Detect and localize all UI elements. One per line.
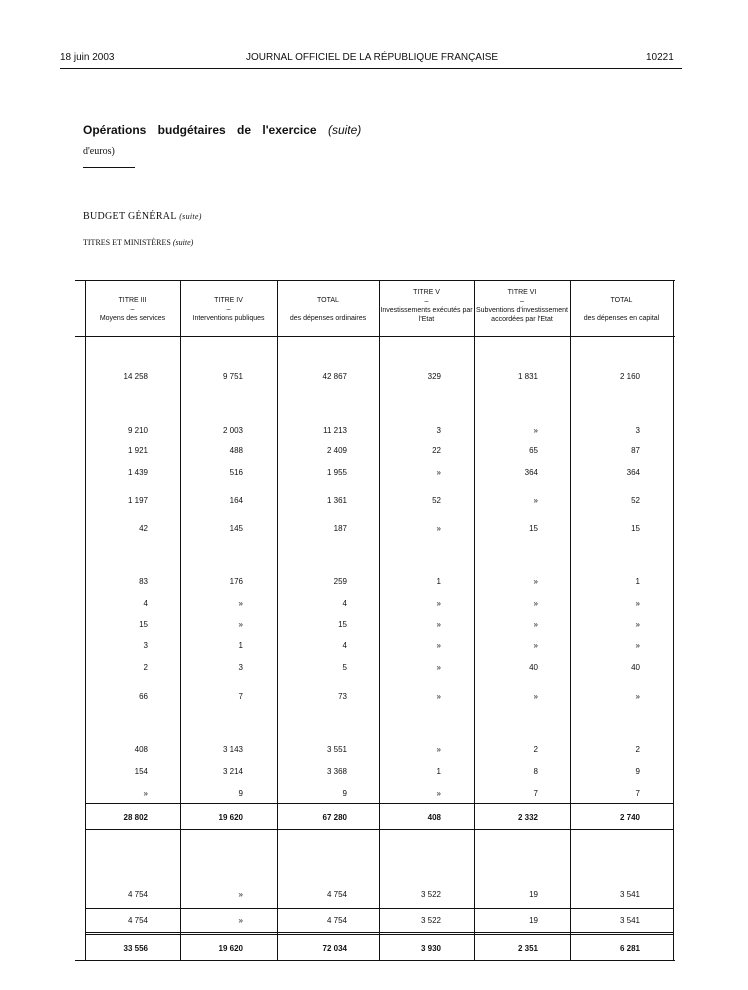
table-cell: 3 522 [420, 890, 441, 899]
table-cell: » [533, 577, 538, 586]
header-bottom-rule [75, 336, 675, 337]
column-header [277, 296, 379, 323]
table-bottom-rule [75, 960, 675, 961]
table-cell: 8 [533, 767, 538, 776]
table-cell: 9 [238, 789, 243, 798]
table-cell: 6 281 [619, 944, 640, 953]
table-cell: 2 [143, 663, 148, 672]
table-cell: 3 [238, 663, 243, 672]
table-cell: 1 [238, 641, 243, 650]
section-title-main: Opérations budgétaires de l'exercice [83, 123, 317, 137]
table-cell: 1 831 [517, 372, 538, 381]
table-cell: 15 [529, 524, 538, 533]
table-cell: » [436, 620, 441, 629]
header-page-number: 10221 [646, 52, 674, 63]
table-cell: » [238, 916, 243, 925]
budget-label-main: BUDGET GÉNÉRAL [83, 211, 177, 222]
table-cell: 1 361 [326, 496, 347, 505]
table-cell: 42 [139, 524, 148, 533]
table-cell: 14 258 [123, 372, 148, 381]
table-cell: » [436, 468, 441, 477]
table-cell: 67 280 [322, 813, 347, 822]
table-cell: 176 [229, 577, 243, 586]
table-cell: » [635, 641, 640, 650]
table-cell: » [238, 599, 243, 608]
table-cell: » [436, 599, 441, 608]
table-cell: 3 930 [420, 944, 441, 953]
section-title-suffix: (suite) [327, 123, 362, 137]
table-cell: 9 210 [127, 426, 148, 435]
table-cell: » [635, 692, 640, 701]
unit-label: d'euros) [83, 146, 115, 157]
table-cell: » [533, 692, 538, 701]
table-cell: » [533, 620, 538, 629]
table-cell: 72 034 [322, 944, 347, 953]
table-cell: 4 [143, 599, 148, 608]
column-header-line3: Interventions publiques [192, 315, 265, 322]
column-header-line2 [277, 305, 379, 314]
table-cell: » [533, 426, 538, 435]
table-cell: 40 [529, 663, 538, 672]
table-cell: 40 [631, 663, 640, 672]
table-cell: 1 921 [127, 446, 148, 455]
table-cell: 15 [631, 524, 640, 533]
table-cell: 19 620 [218, 944, 243, 953]
column-header-line2 [570, 305, 673, 314]
table-cell: 3 [143, 641, 148, 650]
table-cell: 73 [338, 692, 347, 701]
table-cell: 329 [427, 372, 441, 381]
column-header-line1: TOTAL [317, 297, 339, 304]
table-top-rule [75, 280, 675, 281]
budget-label-suffix: (suite) [179, 212, 202, 221]
table-cell: 42 867 [322, 372, 347, 381]
column-header-line3: Subventions d'investissement accordées par l'Etat [476, 307, 568, 323]
table-cell: 9 [342, 789, 347, 798]
budget-label [83, 211, 202, 222]
table-cell: 3 [436, 426, 441, 435]
table-cell: 516 [229, 468, 243, 477]
table-cell: 4 754 [127, 916, 148, 925]
column-header-line2: – [226, 306, 231, 313]
table-cell: 3 [635, 426, 640, 435]
column-divider [379, 280, 380, 960]
table-cell: » [238, 890, 243, 899]
column-header-line2: – [424, 298, 429, 305]
column-divider [570, 280, 571, 960]
table-cell: 33 556 [123, 944, 148, 953]
table-cell: 3 143 [222, 745, 243, 754]
table-cell: 11 213 [323, 426, 347, 435]
table-cell: 3 368 [326, 767, 347, 776]
column-divider [85, 280, 86, 960]
column-header-line3: Investissements exécutés par l'Etat [380, 307, 473, 323]
table-cell: » [436, 745, 441, 754]
column-header [474, 288, 570, 324]
table-cell: 52 [631, 496, 640, 505]
column-header-line2: – [520, 298, 524, 305]
column-divider [474, 280, 475, 960]
table-cell: 19 620 [218, 813, 243, 822]
table-cell: 83 [139, 577, 148, 586]
table-cell: 19 [529, 890, 538, 899]
table-cell: 15 [338, 620, 347, 629]
titles-label [83, 238, 193, 247]
table-cell: 7 [635, 789, 640, 798]
table-cell: 145 [229, 524, 243, 533]
table-cell: 87 [631, 446, 640, 455]
column-header [379, 288, 474, 324]
table-cell: 4 754 [326, 890, 347, 899]
table-cell: 4 [342, 599, 347, 608]
column-divider [277, 280, 278, 960]
table-cell: 7 [238, 692, 243, 701]
header-date: 18 juin 2003 [60, 52, 115, 63]
titles-label-main: TITRES ET MINISTÈRES [83, 238, 171, 247]
column-header-line1: TITRE V [413, 289, 440, 296]
table-cell: 2 740 [619, 813, 640, 822]
column-header-line3: des dépenses ordinaires [289, 315, 367, 322]
table-cell: 9 751 [222, 372, 243, 381]
table-cell: » [533, 599, 538, 608]
table-cell: 65 [529, 446, 538, 455]
table-cell: 187 [333, 524, 347, 533]
table-cell: 259 [333, 577, 347, 586]
table-cell: 2 332 [517, 813, 538, 822]
column-divider [673, 280, 674, 960]
titles-label-suffix: (suite) [172, 238, 194, 247]
table-cell: » [436, 524, 441, 533]
table-cell: 1 439 [127, 468, 148, 477]
column-divider [180, 280, 181, 960]
column-header-line2: – [130, 306, 135, 313]
table-cell: 3 541 [619, 890, 640, 899]
table-cell: 1 955 [326, 468, 347, 477]
table-cell: 364 [626, 468, 640, 477]
table-cell: 408 [134, 745, 148, 754]
table-cell: 3 214 [222, 767, 243, 776]
table-cell: 1 [635, 577, 640, 586]
table-cell: » [533, 641, 538, 650]
table-cell: » [635, 620, 640, 629]
table-cell: 1 [436, 577, 441, 586]
column-header-line1: TITRE III [118, 297, 147, 304]
header-journal-title: JOURNAL OFFICIEL DE LA RÉPUBLIQUE FRANÇAISE [246, 52, 499, 63]
table-cell: 2 [635, 745, 640, 754]
table-cell: 1 197 [127, 496, 148, 505]
table-cell: 9 [635, 767, 640, 776]
column-header-line1: TOTAL [610, 297, 633, 304]
table-cell: 4 754 [326, 916, 347, 925]
table-cell: » [436, 692, 441, 701]
table-cell: 2 003 [222, 426, 243, 435]
header-rule [60, 68, 682, 69]
table-cell: » [238, 620, 243, 629]
column-header [85, 296, 180, 323]
table-cell: 164 [229, 496, 243, 505]
table-cell: 7 [533, 789, 538, 798]
table-cell: 28 802 [123, 813, 148, 822]
table-cell: » [635, 599, 640, 608]
table-cell: » [143, 789, 148, 798]
table-cell: 1 [436, 767, 441, 776]
table-cell: » [436, 641, 441, 650]
table-cell: 154 [134, 767, 148, 776]
table-cell: 3 551 [326, 745, 347, 754]
section-title [83, 123, 361, 137]
table-cell: 2 [533, 745, 538, 754]
column-header-line1: TITRE IV [214, 297, 243, 304]
table-cell: 2 409 [326, 446, 347, 455]
column-header [570, 296, 673, 323]
table-cell: 364 [524, 468, 538, 477]
table-cell: 4 754 [127, 890, 148, 899]
column-header-line1: TITRE VI [507, 289, 537, 296]
table-cell: » [436, 663, 441, 672]
table-cell: » [436, 789, 441, 798]
table-cell: 3 541 [619, 916, 640, 925]
table-cell: 4 [342, 641, 347, 650]
table-cell: » [533, 496, 538, 505]
table-cell: 2 160 [619, 372, 640, 381]
column-header [180, 296, 277, 323]
column-header-line3: Moyens des services [99, 315, 166, 322]
table-cell: 66 [139, 692, 148, 701]
table-cell: 408 [427, 813, 441, 822]
table-cell: 22 [432, 446, 441, 455]
table-cell: 19 [529, 916, 538, 925]
table-cell: 15 [139, 620, 148, 629]
table-cell: 2 351 [517, 944, 538, 953]
table-cell: 5 [342, 663, 347, 672]
column-header-line3: des dépenses en capital [583, 315, 660, 322]
title-underline [83, 167, 135, 168]
table-cell: 3 522 [420, 916, 441, 925]
table-cell: 52 [432, 496, 441, 505]
table-cell: 488 [229, 446, 243, 455]
